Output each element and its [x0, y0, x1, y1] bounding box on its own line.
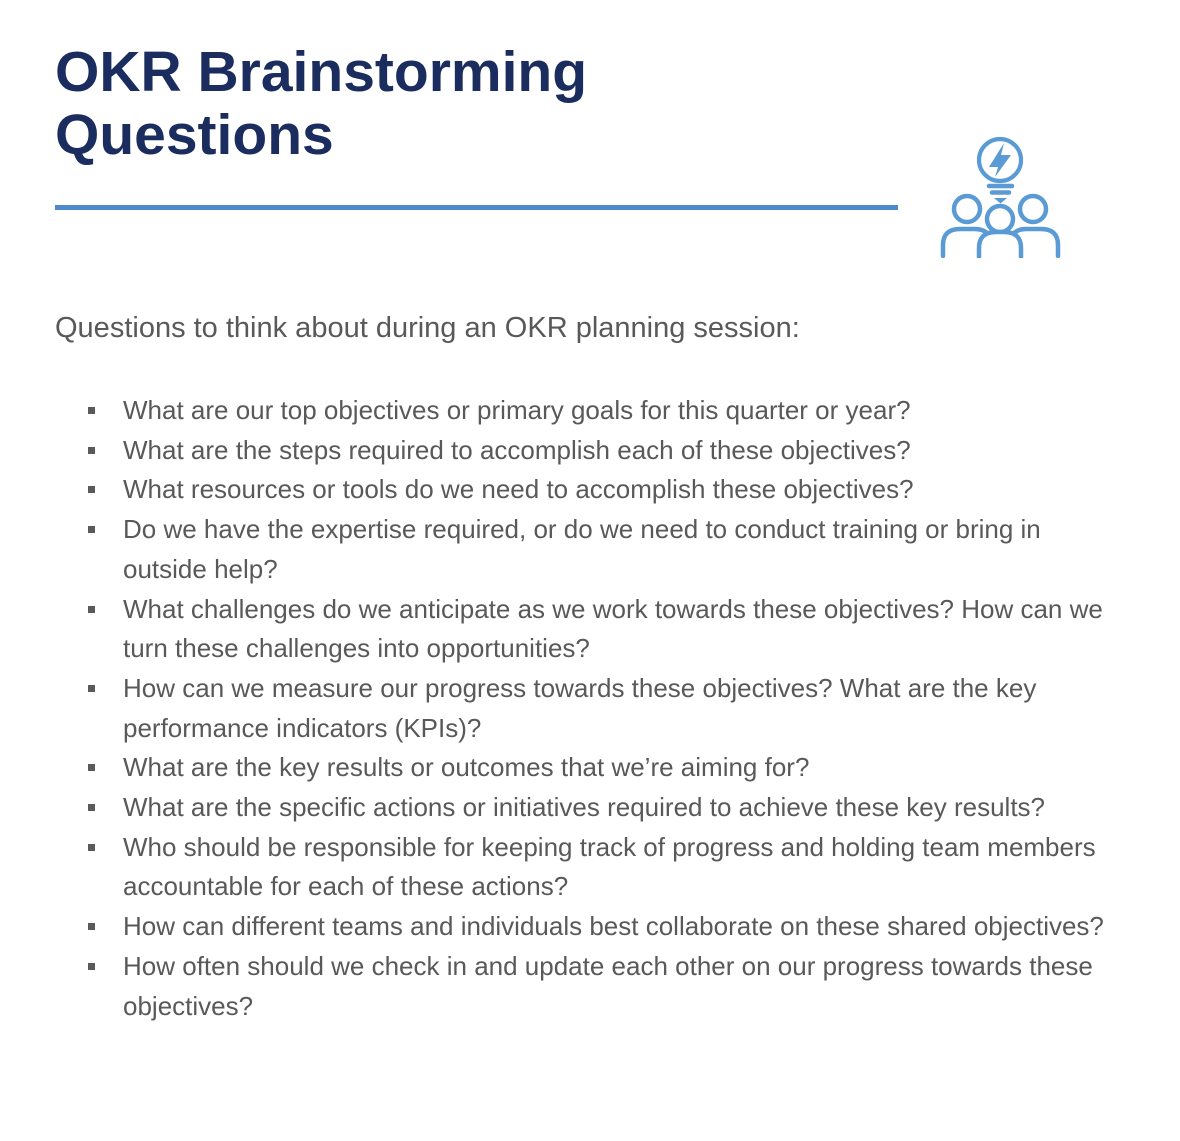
question-text: What are the key results or outcomes that we’re aiming for?: [123, 752, 810, 783]
question-text: How often should we check in and update each other on our progress towards these objectives?: [123, 950, 1093, 1021]
square-bullet-icon: [88, 526, 95, 533]
question-item: [0, 470, 1125, 510]
square-bullet-icon: [88, 486, 95, 493]
square-bullet-icon: [88, 407, 95, 414]
square-bullet-icon: [88, 764, 95, 771]
intro-text: Questions to think about during an OKR planning session:: [55, 312, 800, 344]
square-bullet-icon: [88, 685, 95, 692]
question-text: How can different teams and individuals best collaborate on these shared objectives?: [123, 911, 1104, 942]
question-text: What are our top objectives or primary goals for this quarter or year?: [123, 395, 911, 425]
square-bullet-icon: [88, 804, 95, 811]
page-title: OKR Brainstorming Questions: [55, 40, 588, 167]
question-text: What resources or tools do we need to accomplish these objectives?: [123, 474, 914, 505]
question-text: Do we have the expertise required, or do we need to conduct training or bring in outside help?: [123, 514, 1041, 584]
question-item: [0, 947, 1125, 1026]
question-text: How can we measure our progress towards these objectives? What are the key performance indicators (KPIs)?: [123, 672, 1037, 743]
square-bullet-icon: [88, 923, 95, 930]
question-item: [0, 391, 1125, 431]
question-item: [0, 431, 1125, 471]
square-bullet-icon: [88, 606, 95, 613]
question-text: What are the specific actions or initiatives required to achieve these key results?: [123, 792, 1046, 823]
question-item: [0, 748, 1125, 788]
square-bullet-icon: [88, 447, 95, 454]
question-text: What are the steps required to accomplish each of these objectives?: [123, 434, 911, 465]
question-item: [0, 907, 1125, 947]
question-item: [0, 788, 1125, 828]
question-item: [0, 510, 1125, 589]
square-bullet-icon: [88, 844, 95, 851]
question-item: [0, 590, 1125, 669]
brainstorm-lightbulb-people-icon: [938, 128, 1068, 258]
question-list: [0, 391, 1125, 1026]
question-text: What challenges do we anticipate as we work towards these objectives? How can we turn these challenges into opportunities?: [123, 593, 1103, 664]
title-underline-divider: [55, 205, 898, 210]
square-bullet-icon: [88, 963, 95, 970]
question-item: [0, 669, 1125, 748]
question-item: [0, 828, 1125, 907]
question-text: Who should be responsible for keeping track of progress and holding team members accountable for each of these actions?: [123, 831, 1096, 902]
